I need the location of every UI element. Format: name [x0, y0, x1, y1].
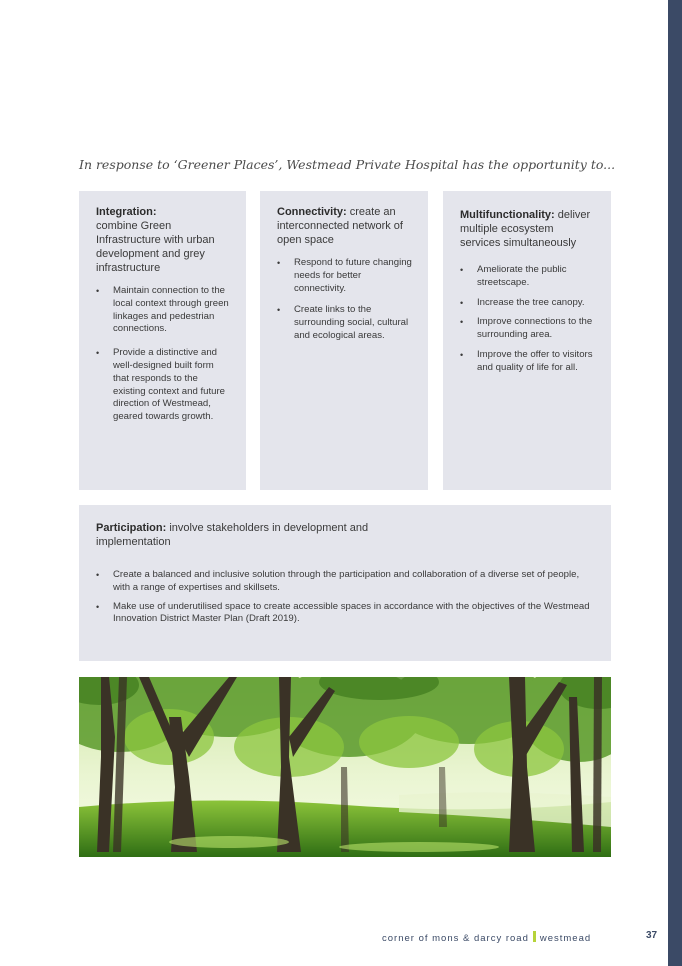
card-title: Multifunctionality: [460, 209, 555, 221]
bullet-item: • Make use of underutilised space to create accessible spaces in accordance with the objectives of the Westmead Innovation District Master Plan (Draft 2019). [96, 601, 595, 627]
page-number: 37 [646, 930, 658, 941]
footer-title [382, 931, 591, 944]
card-heading [460, 208, 595, 250]
footer-location: corner of mons & darcy road [382, 933, 529, 944]
intro-heading: In response to ‘Greener Places’, Westmead Private Hospital has the opportunity to... [79, 157, 616, 172]
footer-divider [533, 931, 536, 942]
card-heading [96, 521, 396, 549]
footer-suburb: westmead [539, 933, 592, 944]
card-connectivity [260, 191, 428, 490]
card-multifunctionality [443, 191, 611, 490]
bullet-item: • Improve the offer to visitors and quality of life for all. [460, 349, 595, 375]
card-text: involve stakeholders in development and implementation [96, 522, 369, 548]
bullet-list [277, 257, 412, 343]
card-title: Connectivity: [277, 206, 347, 218]
tree-canopy-illustration [79, 677, 611, 857]
bullet-item: • Create links to the surrounding social, cultural and ecological areas. [277, 304, 412, 342]
card-text: deliver multiple ecosystem services simultaneously [460, 209, 591, 249]
card-integration [79, 191, 246, 490]
bullet-item: • Ameliorate the public streetscape. [460, 264, 595, 290]
card-text: combine Green Infrastructure with urban development and grey infrastructure [96, 220, 215, 274]
bullet-item: • Improve connections to the surrounding area. [460, 316, 595, 342]
card-heading [96, 205, 230, 275]
side-accent-bar [668, 0, 682, 966]
bullet-item: • Increase the tree canopy. [460, 297, 595, 310]
card-text: create an interconnected network of open space [277, 206, 403, 246]
bullet-list [96, 285, 230, 424]
card-title: Integration: [96, 206, 157, 218]
bullet-item: • Create a balanced and inclusive solution through the participation and collaboration of a diverse set of people, with a range of expertises and skillsets. [96, 569, 595, 595]
bullet-item: • Maintain connection to the local context through green linkages and pedestrian connections. [96, 285, 230, 336]
bullet-item: • Respond to future changing needs for better connectivity. [277, 257, 412, 295]
bullet-list [96, 569, 595, 626]
card-heading [277, 205, 412, 247]
card-title: Participation: [96, 522, 167, 534]
bullet-list [460, 264, 595, 375]
tree-canopy-photo [79, 677, 611, 857]
bullet-item: • Provide a distinctive and well-designed built form that responds to the existing context and future direction of Westmead, geared towards growth. [96, 347, 230, 424]
card-participation [79, 505, 611, 661]
